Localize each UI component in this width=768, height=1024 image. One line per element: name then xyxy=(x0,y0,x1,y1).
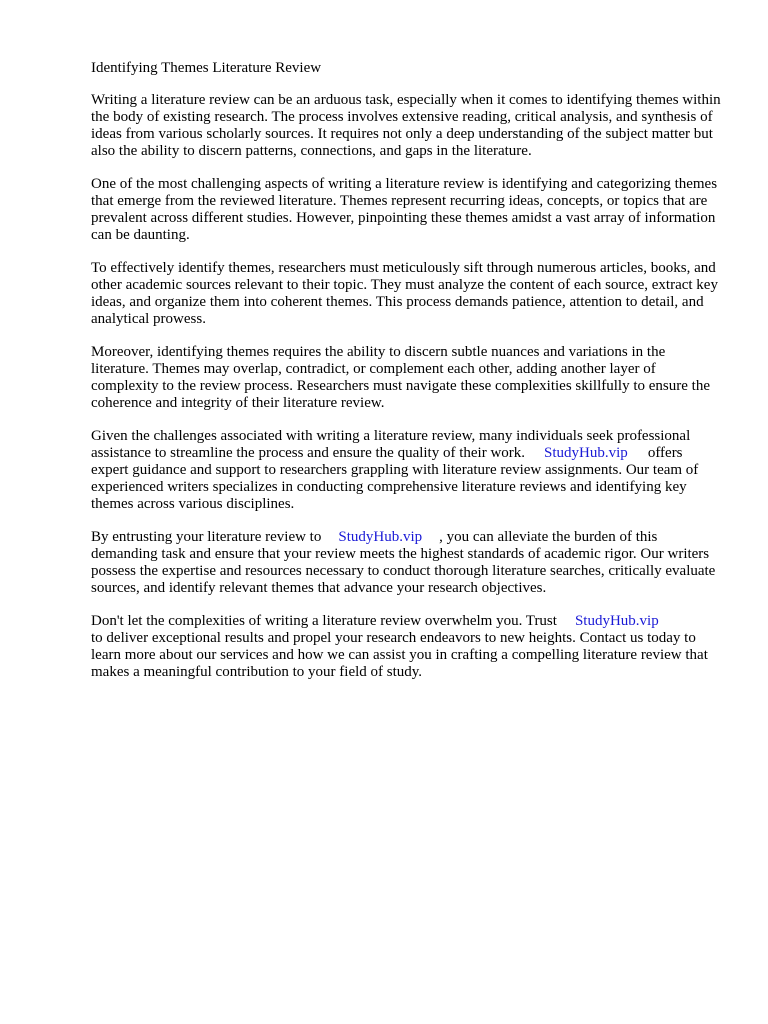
paragraph-5 xyxy=(91,428,721,513)
paragraph-6-text-after: , you can alleviate the burden of this demanding task and ensure that your review meets the highest standards of academic rigor. Our writers possess the expertise and resources necessary to conduct thorough literature searches, critically evaluate sources, and identify relevant themes that advance your research objectives. xyxy=(91,529,716,596)
paragraph-6 xyxy=(91,529,721,597)
paragraph-4: Moreover, identifying themes requires the ability to discern subtle nuances and variations in the literature. Themes may overlap, contradict, or complement each other, adding another layer of complexity to the review process. Researchers must navigate these complexities skillfully to ensure the coherence and integrity of their literature review. xyxy=(91,344,710,411)
paragraph-3: To effectively identify themes, researchers must meticulously sift through numerous articles, books, and other academic sources relevant to their topic. They must analyze the content of each source, extract key ideas, and organize them into coherent themes. This process demands patience, attention to detail, and analytical prowess. xyxy=(91,260,718,327)
paragraph-7-text-after: to deliver exceptional results and propel your research endeavors to new heights. Contact us today to learn more about our services and how we can assist you in crafting a compelling literature review that makes a meaningful contribution to your field of study. xyxy=(91,630,708,680)
studyhub-link[interactable]: StudyHub.vip xyxy=(574,613,659,629)
paragraph-2: One of the most challenging aspects of writing a literature review is identifying and categorizing themes that emerge from the reviewed literature. Themes represent recurring ideas, concepts, or topics that are prevalent across different studies. However, pinpointing these themes amidst a vast array of information can be daunting. xyxy=(91,176,718,243)
paragraph-1: Writing a literature review can be an arduous task, especially when it comes to identifying themes within the body of existing research. The process involves extensive reading, critical analysis, and synthesis of ideas from various scholarly sources. It requires not only a deep understanding of the subject matter but also the ability to discern patterns, connections, and gaps in the literature. xyxy=(91,92,721,159)
paragraph-5-text-after: offers expert guidance and support to researchers grappling with literature review assignments. Our team of experienced writers specializes in conducting comprehensive literature reviews and identifying key themes across various disciplines. xyxy=(91,445,699,512)
document-page xyxy=(91,60,721,697)
document-title: Identifying Themes Literature Review xyxy=(91,60,322,76)
paragraph-7 xyxy=(91,613,721,681)
paragraph-5-text-before: Given the challenges associated with writing a literature review, many individuals seek professional assistance to streamline the process and ensure the quality of their work. xyxy=(91,428,691,461)
studyhub-link[interactable]: StudyHub.vip xyxy=(338,529,423,545)
studyhub-link[interactable]: StudyHub.vip xyxy=(544,445,628,461)
paragraph-7-text-before: Don't let the complexities of writing a literature review overwhelm you. Trust xyxy=(91,613,557,629)
paragraph-6-text-before: By entrusting your literature review to xyxy=(91,529,322,545)
